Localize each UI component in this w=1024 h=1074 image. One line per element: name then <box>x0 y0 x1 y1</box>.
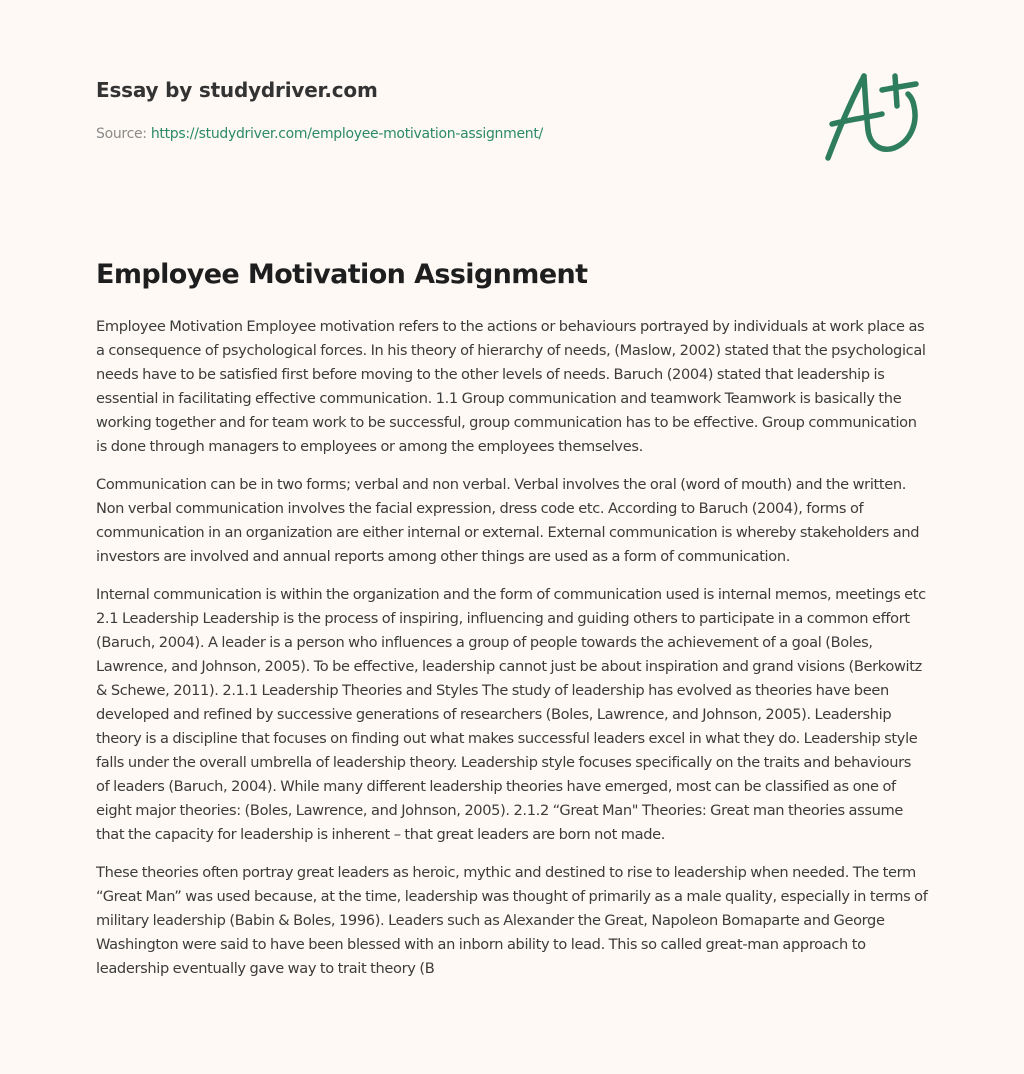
source-label: Source: <box>96 126 147 142</box>
source-link[interactable]: https://studydriver.com/employee-motivation-assignment/ <box>150 126 543 142</box>
paragraph: Communication can be in two forms; verbal and non verbal. Verbal involves the oral (word of mouth) and the written. Non verbal communication involves the facial expression, dress code etc. According to Baruch (2004), forms of communication in an organization are either internal or external. External communication is whereby stakeholders and investors are involved and annual reports among other things are used as a form of communication. <box>96 476 920 565</box>
paragraph: These theories often portray great leaders as heroic, mythic and destined to rise to leadership when needed. The term “Great Man” was used because, at the time, leadership was thought of primarily as a male quality, especially in terms of military leadership (Babin & Boles, 1996). Leaders such as Alexander the Great, Napoleon Bomaparte and George Washington were said to have been blessed with an inborn ability to lead. This so called great-man approach to leadership eventually gave way to trait theory (B <box>96 864 928 977</box>
a-plus-grade-icon <box>818 62 934 170</box>
article-body <box>96 315 928 995</box>
page-header <box>96 76 796 144</box>
source-line <box>96 124 796 144</box>
paragraph: Employee Motivation Employee motivation refers to the actions or behaviours portrayed by individuals at work place as a consequence of psychological forces. In his theory of hierarchy of needs, (Maslow, 2002) stated that the psychological needs have to be satisfied first before moving to the other levels of needs. Baruch (2004) stated that leadership is essential in facilitating effective communication. 1.1 Group communication and teamwork Teamwork is basically the working together and for team work to be successful, group communication has to be effective. Group communication is done through managers to employees or among the employees themselves. <box>96 318 926 455</box>
page-title: Employee Motivation Assignment <box>96 259 588 290</box>
site-title: Essay by studydriver.com <box>96 78 378 102</box>
paragraph: Internal communication is within the organization and the form of communication used is internal memos, meetings etc 2.1 Leadership Leadership is the process of inspiring, influencing and guiding others to participate in a common effort (Baruch, 2004). A leader is a person who influences a group of people towards the achievement of a goal (Boles, Lawrence, and Johnson, 2005). To be effective, leadership cannot just be about inspiration and grand visions (Berkowitz & Schewe, 2011). 2.1.1 Leadership Theories and Styles The study of leadership has evolved as theories have been developed and refined by successive generations of researchers (Boles, Lawrence, and Johnson, 2005). Leadership theory is a discipline that focuses on finding out what makes successful leaders excel in what they do. Leadership style falls under the overall umbrella of leadership theory. Leadership style focuses specifically on the traits and behaviours of leaders (Baruch, 2004). While many different leadership theories have emerged, most can be classified as one of eight major theories: (Boles, Lawrence, and Johnson, 2005). 2.1.2 “Great Man" Theories: Great man theories assume that the capacity for leadership is inherent – that great leaders are born not made. <box>96 586 926 843</box>
